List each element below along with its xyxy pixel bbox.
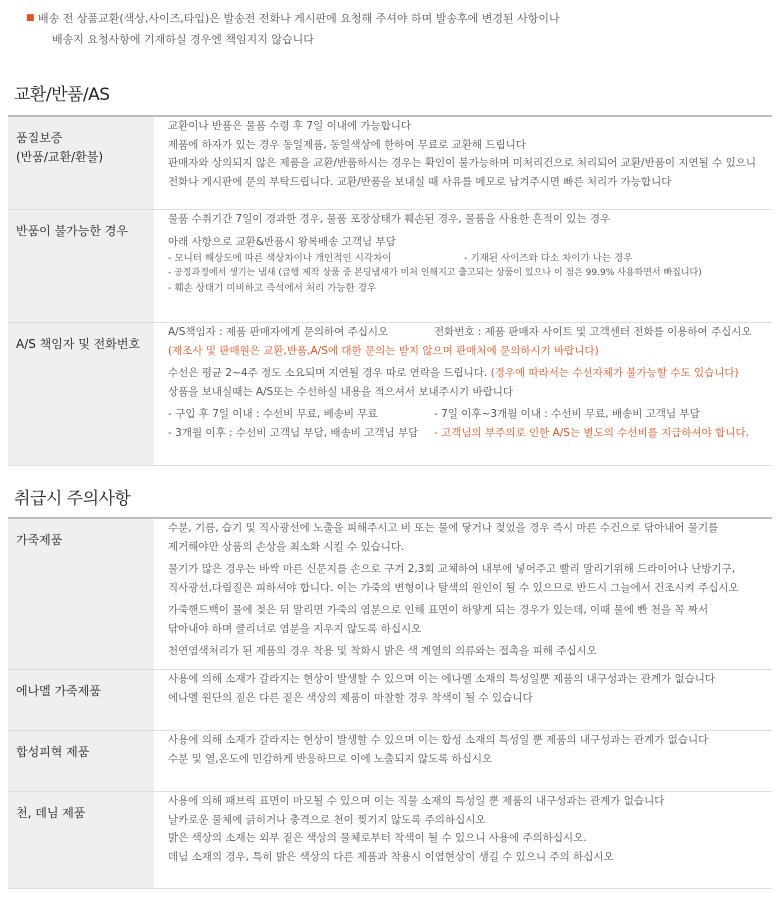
care-table [8,517,772,889]
leather-content: 수분, 기름, 습기 및 직사광선에 노출을 피해주시고 비 또는 물에 닿거나 젖었을 경우 즉시 마른 수건으로 닦아내어 물기를 제거해야만 상품의 손상을 최소화 시킬 수 있습니다. 물기가 많은 경우는 바싹 마른 신문지를 손으로 구겨 2,3회 교체하여 내부에 넣어주고 빨리 말리기위해 드라이어나 난방기구, 직사광선,다림질은 피하셔야 합니다. 이는 가죽의 변형이나 탈색의 원인이 될 수 있으므로 반드시 그늘에서 건조시켜 주십시오 가죽핸드백이 물에 젖은 뒤 말리면 가죽의 염분으로 인해 표면이 하얗게 되는 경우가 있는데, 이때 물에 빤 천을 꼭 짜서 닦아내야 하며 클리너로 염분을 지우지 않도록 하십시오 천연염색처리가 된 제품의 경우 착용 및 착화시 밝은 색 계열의 의류와는 접촉을 피해 주십시오 [154,518,772,670]
quality-label: 품질보증 (반품/교환/환불) [8,116,154,210]
impossible-content: 물품 수취기간 7일이 경과한 경우, 물품 포장상태가 훼손된 경우, 물품을 사용한 흔적이 있는 경우 아래 사항으로 교환&반품시 왕복배송 고객님 부담 - 모니터 해상도에 따른 색상차이나 개인적인 시각차이 - 기재된 사이즈와 다소 차이가 나는 경우 - 공정과정에서 생기는 냄새 (급행 제작 상품 중 본딩냄새가 미처 인해지고 출고되는 상품이 있으나 이 점은 99.9% 사용하면서 빠집니다) - 훼손 상태기 미비하고 즉석에서 처리 가능한 경우 [154,210,772,323]
notice-line-1: 배송 전 상품교환(색상,사이즈,타입)은 발송전 전화나 게시판에 요청해 주셔야 하며 발송후에 변경된 사항이나 [38,12,560,25]
care-section-title: 취급시 주의사항 [14,489,131,509]
bullet-icon: ■ [26,13,35,23]
leather-label: 가죽제품 [8,518,154,670]
synthetic-content: 사용에 의해 소재가 갈라지는 현상이 발생할 수 있으며 이는 합성 소재의 특성일 뿐 제품의 내구성과는 관계가 없습니다 수분 및 열,온도에 민감하게 반응하므로 이에 노출되지 않도록 하십시오 [154,731,772,792]
shipping-notice [26,8,768,50]
enamel-row [8,670,772,731]
fabric-label: 천, 데님 제품 [8,792,154,889]
exchange-section-title: 교환/반품/AS [14,85,110,105]
as-row [8,323,772,466]
as-content: A/S책임자 : 제품 판매자에게 문의하여 주십시오 전화번호 : 제품 판매자 사이트 및 고객센터 전화를 이용하여 주십시오 (제조사 및 판매원은 교환,반품,A/S에 대한 문의는 받지 않으며 판매처에 문의하시기 바랍니다) 수선은 평균 2~4주 정도 소요되며 지연될 경우 따로 연락을 드립니다. (경우에 따라서는 수선자체가 불가능할 수도 있습니다) 상품을 보내실때는 A/S또는 수선하실 내용을 적으셔서 보내주시기 바랍니다 - 구입 후 7일 이내 : 수선비 무료, 배송비 무료 - 7일 이후~3개월 이내 : 수선비 무료, 배송비 고객님 부담 - 3개월 이후 : 수선비 고객님 부담, 배송비 고객님 부담 - 고객님의 부주의로 인한 A/S는 별도의 수선비를 지급하셔야 합니다. [154,323,772,466]
fabric-content: 사용에 의해 패브릭 표면이 마모될 수 있으며 이는 직물 소재의 특성일 뿐 제품의 내구성과는 관계가 없습니다 날카로운 물체에 긁히거나 충격으로 천이 찢기지 않도록 주의하십시오 밝은 색상의 소재는 외부 짙은 색상의 물체로부터 착색이 될 수 있으니 사용에 주의하십시오. 데님 소재의 경우, 특히 밝은 색상의 다른 제품과 착용시 이염현상이 생길 수 있으니 주의 하십시오 [154,792,772,889]
enamel-label: 에나멜 가죽제품 [8,670,154,731]
exchange-table [8,115,772,466]
synthetic-label: 합성피혁 제품 [8,731,154,792]
as-label: A/S 책임자 및 전화번호 [8,323,154,466]
fabric-row [8,792,772,889]
enamel-content: 사용에 의해 소재가 갈라지는 현상이 발생할 수 있으며 이는 에나멜 소재의 특성일뿐 제품의 내구성과는 관계가 없습니다 에나멜 원단의 짙은 다른 짙은 색상의 제품이 마찰할 경우 착색이 될 수 있습니다 [154,670,772,731]
impossible-row [8,210,772,323]
leather-row [8,518,772,670]
notice-line-2: 배송지 요청사항에 기재하실 경우엔 책임지지 않습니다 [52,33,314,46]
synthetic-row [8,731,772,792]
impossible-label: 반품이 불가능한 경우 [8,210,154,323]
quality-row [8,116,772,210]
quality-content: 교환이나 반품은 물품 수령 후 7일 이내에 가능합니다 제품에 하자가 있는 경우 동일제품, 동일색상에 한하여 무료로 교환해 드립니다 판매자와 상의되지 않은 제품을 교환/반품하시는 경우는 확인이 불가능하며 미처리건으로 처리되어 교환/반품이 지연될 수 있으니 전화나 게시판에 문의 부탁드립니다. 교환/반품을 보내실 때 사유를 메모로 남겨주시면 빠른 처리가 가능합니다 [154,116,772,210]
